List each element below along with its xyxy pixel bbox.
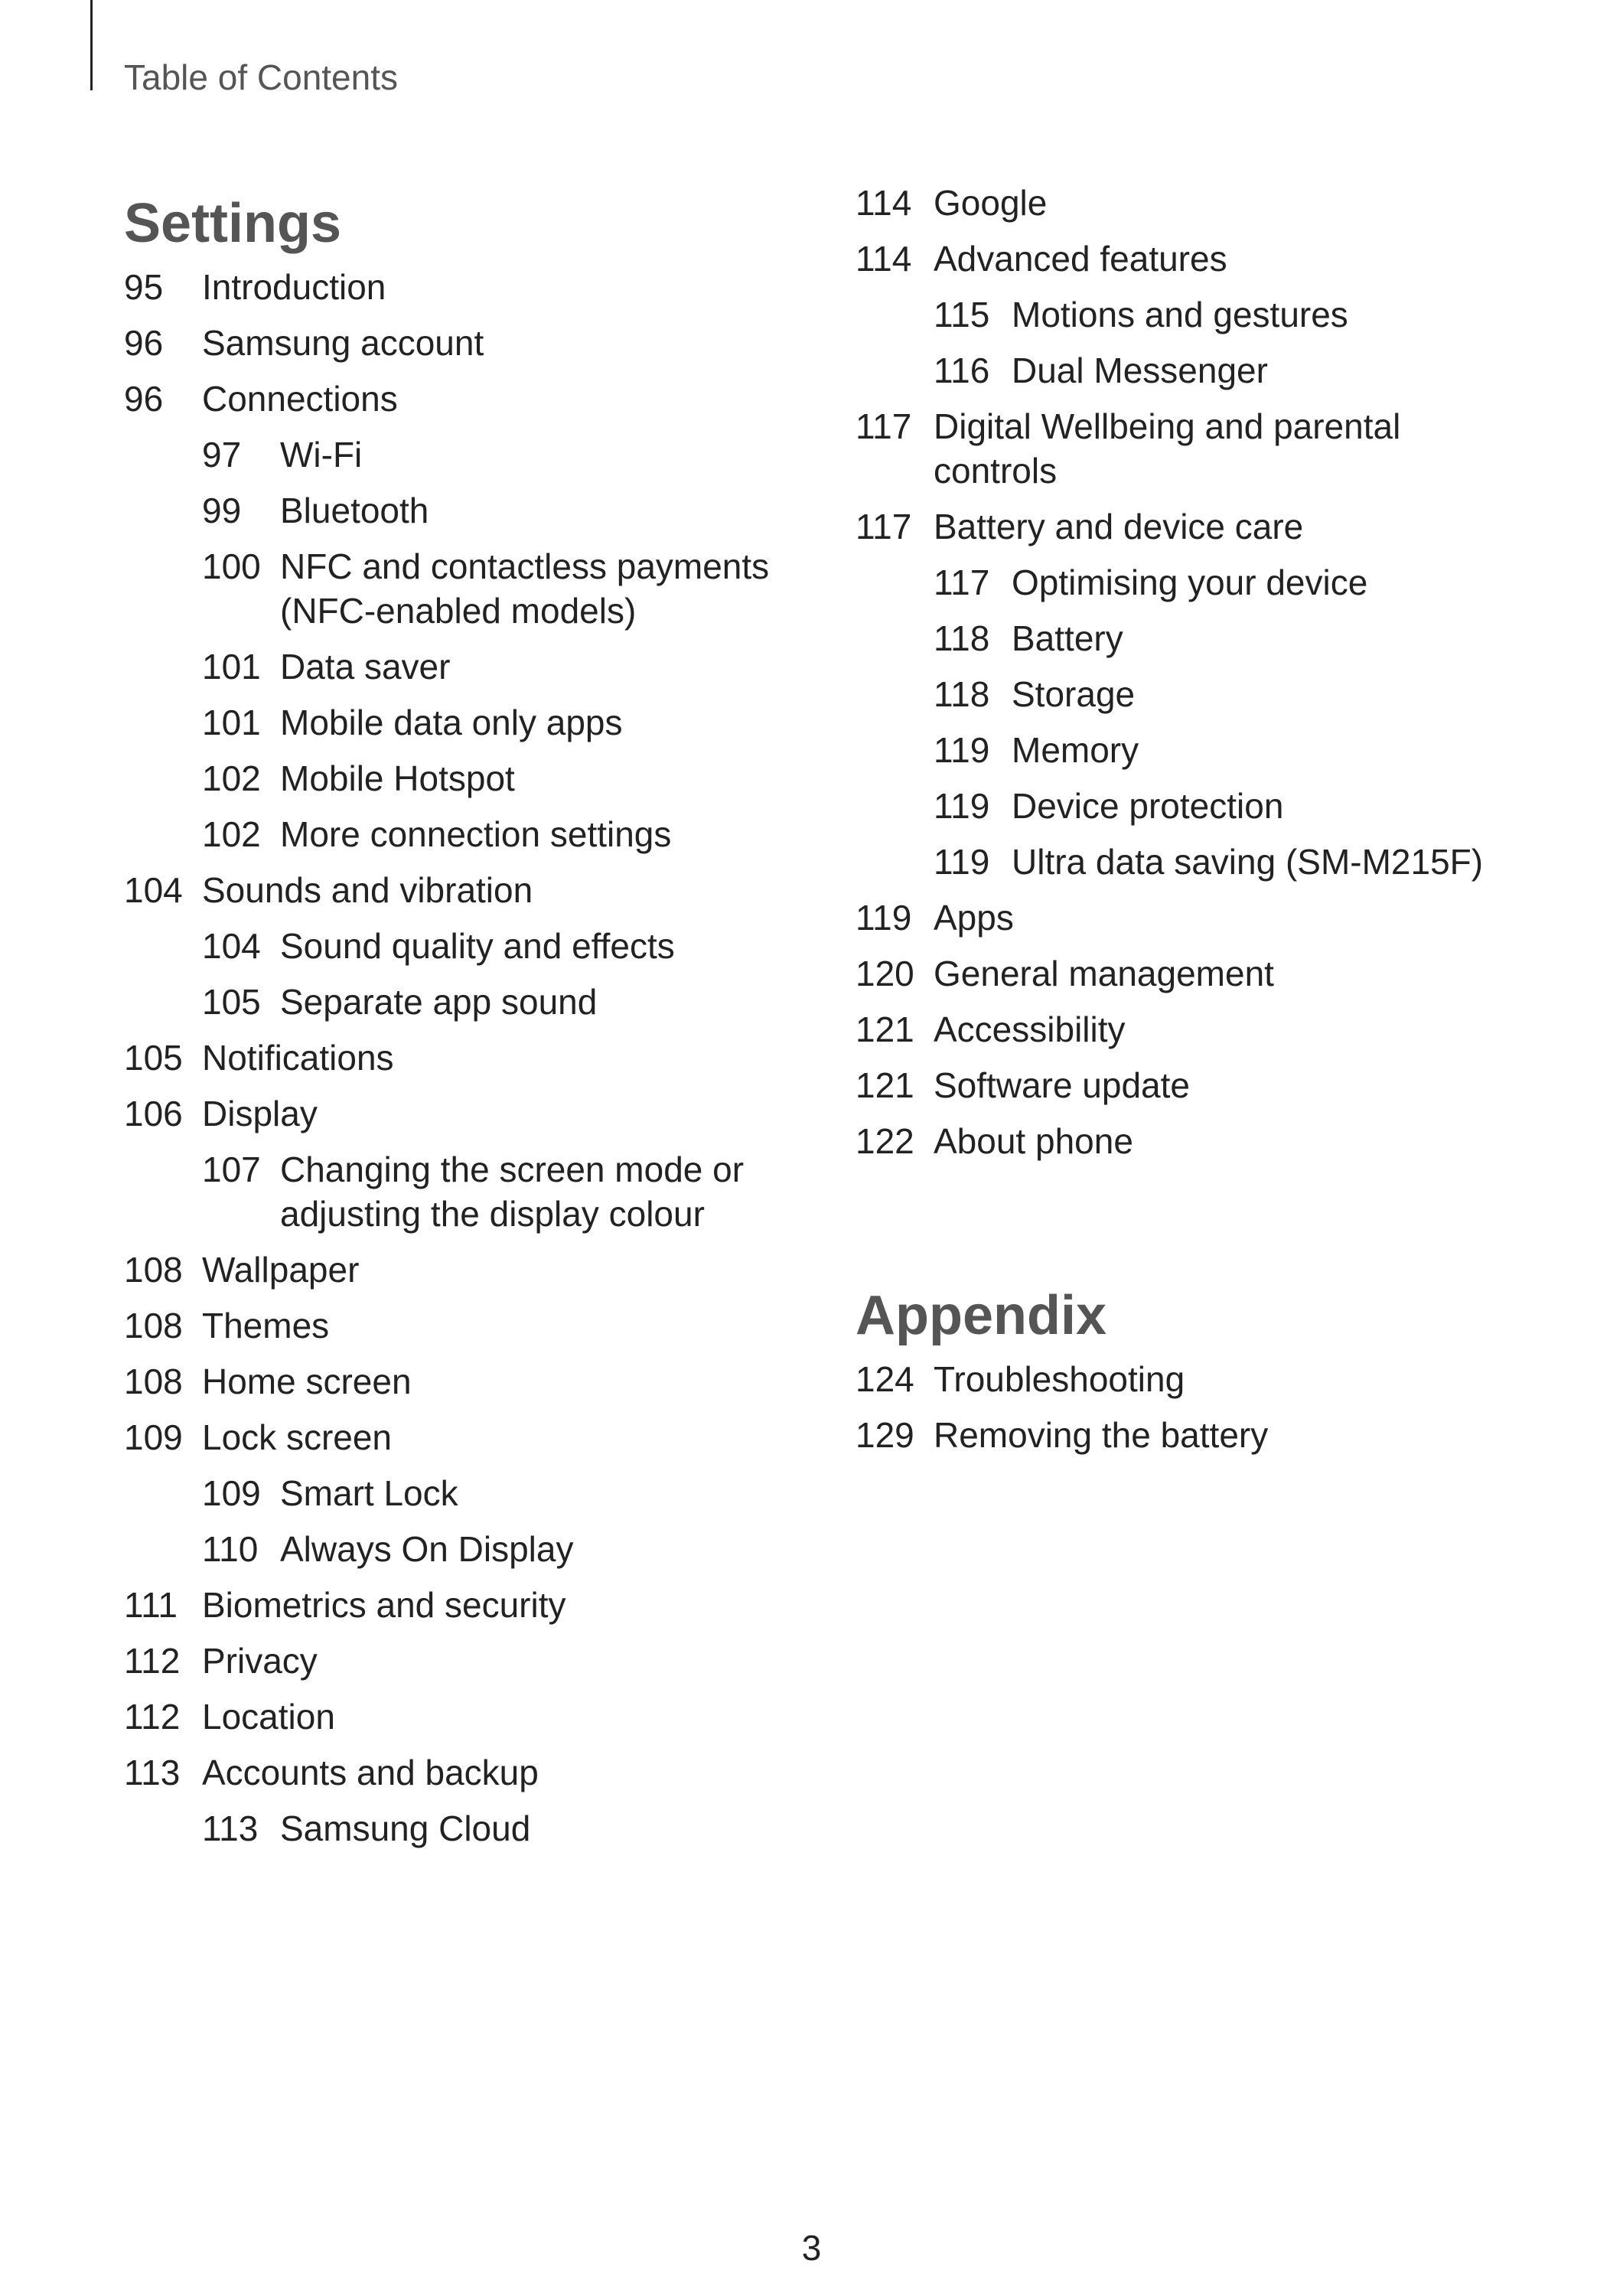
toc-entry-title: General management [934, 954, 1274, 993]
toc-page-number: 119 [934, 842, 990, 882]
toc-entry-title: Troubleshooting [934, 1359, 1185, 1399]
toc-entry[interactable] [124, 1359, 797, 1404]
toc-page-number: 114 [855, 239, 912, 279]
toc-entry[interactable] [855, 181, 1529, 225]
toc-entry[interactable] [202, 1527, 797, 1571]
toc-entry[interactable] [124, 1091, 797, 1136]
toc-entry[interactable] [202, 1806, 797, 1851]
toc-entry[interactable] [124, 1583, 797, 1627]
section-heading-appendix: Appendix [855, 1285, 1107, 1346]
toc-entry[interactable] [934, 560, 1529, 605]
toc-list-settings-continued [855, 181, 1529, 1163]
toc-entry-title: Wi-Fi [280, 435, 363, 475]
toc-entry-title: Samsung account [202, 323, 484, 363]
toc-page-number: 106 [124, 1094, 183, 1133]
toc-entry[interactable] [124, 1639, 797, 1683]
section-spacer [855, 1175, 1529, 1277]
toc-entry[interactable] [202, 1147, 797, 1236]
toc-entry[interactable] [202, 1471, 797, 1515]
toc-page-number: 108 [124, 1362, 183, 1401]
toc-entry[interactable] [855, 1119, 1529, 1163]
toc-entry-title: Lock screen [202, 1417, 393, 1457]
toc-entry[interactable] [124, 321, 797, 365]
toc-page-number: 117 [855, 406, 912, 446]
toc-entry-title: Memory [1012, 730, 1139, 770]
toc-entry[interactable] [855, 1007, 1529, 1052]
toc-entry-title: Google [934, 183, 1048, 223]
toc-entry-title: Wallpaper [202, 1250, 360, 1290]
toc-page-number: 101 [202, 647, 261, 687]
toc-page-number: 117 [934, 563, 990, 602]
toc-entry-title: Notifications [202, 1038, 394, 1078]
toc-page-number: 112 [124, 1641, 181, 1681]
toc-page-number: 122 [855, 1121, 914, 1161]
toc-entry-title: Removing the battery [934, 1415, 1269, 1455]
toc-page-number: 95 [124, 267, 164, 307]
left-column [124, 185, 797, 1862]
toc-page-number: 96 [124, 323, 164, 363]
toc-page-number: 101 [202, 703, 261, 742]
toc-page-number: 119 [934, 786, 990, 826]
toc-entry[interactable] [855, 1063, 1529, 1107]
toc-entry-title: Home screen [202, 1362, 412, 1401]
toc-entry[interactable] [855, 1413, 1529, 1457]
toc-entry-title: Changing the screen mode or adjusting the display colour [280, 1150, 745, 1234]
toc-entry-title: Bluetooth [280, 491, 429, 530]
toc-page-number: 119 [855, 898, 912, 938]
toc-list-appendix [855, 1357, 1529, 1457]
toc-entry-title: Advanced features [934, 239, 1227, 279]
toc-page-number: 105 [124, 1038, 183, 1078]
toc-page-number: 119 [934, 730, 990, 770]
toc-page-number: 96 [124, 379, 164, 419]
toc-entry[interactable] [855, 1357, 1529, 1401]
toc-entry[interactable] [855, 236, 1529, 281]
toc-page-number: 112 [124, 1697, 181, 1737]
toc-entry-title: Software update [934, 1065, 1191, 1105]
toc-page-number: 116 [934, 351, 990, 390]
toc-entry[interactable] [124, 1694, 797, 1739]
toc-entry[interactable] [855, 895, 1529, 940]
toc-entry[interactable] [202, 644, 797, 689]
toc-page-number: 100 [202, 546, 261, 586]
toc-entry[interactable] [202, 756, 797, 801]
toc-entry[interactable] [124, 868, 797, 912]
toc-page-number: 124 [855, 1359, 914, 1399]
toc-entry[interactable] [202, 488, 797, 533]
toc-entry[interactable] [124, 377, 797, 421]
toc-page-number: 109 [202, 1473, 261, 1513]
toc-entry[interactable] [934, 292, 1529, 337]
toc-page-number: 110 [202, 1529, 259, 1569]
toc-entry[interactable] [202, 812, 797, 856]
toc-list-settings [124, 265, 797, 1851]
toc-entry-title: Themes [202, 1306, 330, 1345]
toc-entry-title: Ultra data saving (SM-M215F) [1012, 842, 1484, 882]
toc-entry[interactable] [934, 348, 1529, 393]
toc-page-number: 114 [855, 183, 912, 223]
toc-entry-title: Samsung Cloud [280, 1808, 531, 1848]
toc-entry-title: Accessibility [934, 1009, 1126, 1049]
toc-entry[interactable] [124, 1247, 797, 1292]
toc-entry-title: Display [202, 1094, 318, 1133]
toc-entry-title: Sound quality and effects [280, 926, 675, 966]
toc-entry[interactable] [934, 728, 1529, 772]
toc-entry-title: Battery and device care [934, 507, 1304, 546]
toc-entry-title: Optimising your device [1012, 563, 1368, 602]
toc-page-number: 118 [934, 674, 990, 714]
toc-entry-title: Apps [934, 898, 1014, 938]
toc-entry-title: Mobile data only apps [280, 703, 623, 742]
toc-page-number: 113 [202, 1808, 259, 1848]
right-column [855, 181, 1529, 1469]
toc-entry-title: Data saver [280, 647, 451, 687]
toc-entry[interactable] [124, 1035, 797, 1080]
toc-page-number: 121 [855, 1009, 914, 1049]
toc-page-number: 105 [202, 982, 261, 1022]
toc-page-number: 102 [202, 814, 261, 854]
toc-entry[interactable] [934, 840, 1529, 884]
toc-entry[interactable] [934, 616, 1529, 660]
toc-entry-title: Mobile Hotspot [280, 758, 515, 798]
toc-page-number: 121 [855, 1065, 914, 1105]
toc-entry[interactable] [202, 980, 797, 1024]
toc-page-number: 113 [124, 1753, 181, 1792]
toc-page-number: 104 [124, 870, 183, 910]
toc-page-number: 97 [202, 435, 242, 475]
toc-entry[interactable] [124, 1750, 797, 1795]
toc-entry-title: Dual Messenger [1012, 351, 1268, 390]
toc-entry-title: NFC and contactless payments (NFC-enabled models) [280, 546, 770, 631]
toc-page-number: 111 [124, 1585, 178, 1625]
toc-page-number: 129 [855, 1415, 914, 1455]
toc-entry-title: Storage [1012, 674, 1136, 714]
toc-entry[interactable] [202, 432, 797, 477]
toc-entry[interactable] [202, 924, 797, 968]
header-title: Table of Contents [124, 57, 399, 97]
toc-entry[interactable] [124, 265, 797, 309]
toc-entry-title: Sounds and vibration [202, 870, 533, 910]
toc-entry[interactable] [124, 1303, 797, 1348]
toc-entry-title: Privacy [202, 1641, 318, 1681]
toc-page-number: 99 [202, 491, 242, 530]
toc-entry-title: More connection settings [280, 814, 672, 854]
toc-entry-title: Always On Display [280, 1529, 574, 1569]
toc-entry-title: Motions and gestures [1012, 295, 1348, 334]
toc-entry-title: Smart Lock [280, 1473, 458, 1513]
toc-entry[interactable] [855, 504, 1529, 549]
toc-page-number: 108 [124, 1250, 183, 1290]
toc-page-number: 120 [855, 954, 914, 993]
toc-entry-title: Separate app sound [280, 982, 598, 1022]
toc-entry[interactable] [934, 672, 1529, 716]
toc-entry-title: Digital Wellbeing and parental controls [934, 406, 1401, 491]
toc-entry[interactable] [124, 1415, 797, 1459]
toc-entry[interactable] [934, 784, 1529, 828]
toc-entry-title: Device protection [1012, 786, 1284, 826]
toc-entry-title: Connections [202, 379, 398, 419]
toc-page-number: 115 [934, 295, 990, 334]
toc-entry[interactable] [202, 700, 797, 745]
page-number: 3 [801, 2228, 822, 2268]
toc-entry-title: Battery [1012, 618, 1123, 658]
toc-page-number: 118 [934, 618, 990, 658]
section-heading-settings: Settings [124, 193, 342, 254]
toc-entry-title: Accounts and backup [202, 1753, 539, 1792]
toc-page-number: 107 [202, 1150, 261, 1189]
toc-entry-title: Location [202, 1697, 335, 1737]
toc-page-number: 108 [124, 1306, 183, 1345]
toc-page-number: 117 [855, 507, 912, 546]
toc-page-number: 109 [124, 1417, 183, 1457]
header-rule [90, 0, 93, 90]
toc-entry[interactable] [855, 951, 1529, 996]
toc-entry-title: Biometrics and security [202, 1585, 566, 1625]
toc-entry[interactable] [202, 544, 797, 633]
toc-entry-title: About phone [934, 1121, 1133, 1161]
toc-page-number: 102 [202, 758, 261, 798]
toc-page-number: 104 [202, 926, 261, 966]
toc-entry-title: Introduction [202, 267, 386, 307]
toc-entry[interactable] [855, 404, 1529, 493]
